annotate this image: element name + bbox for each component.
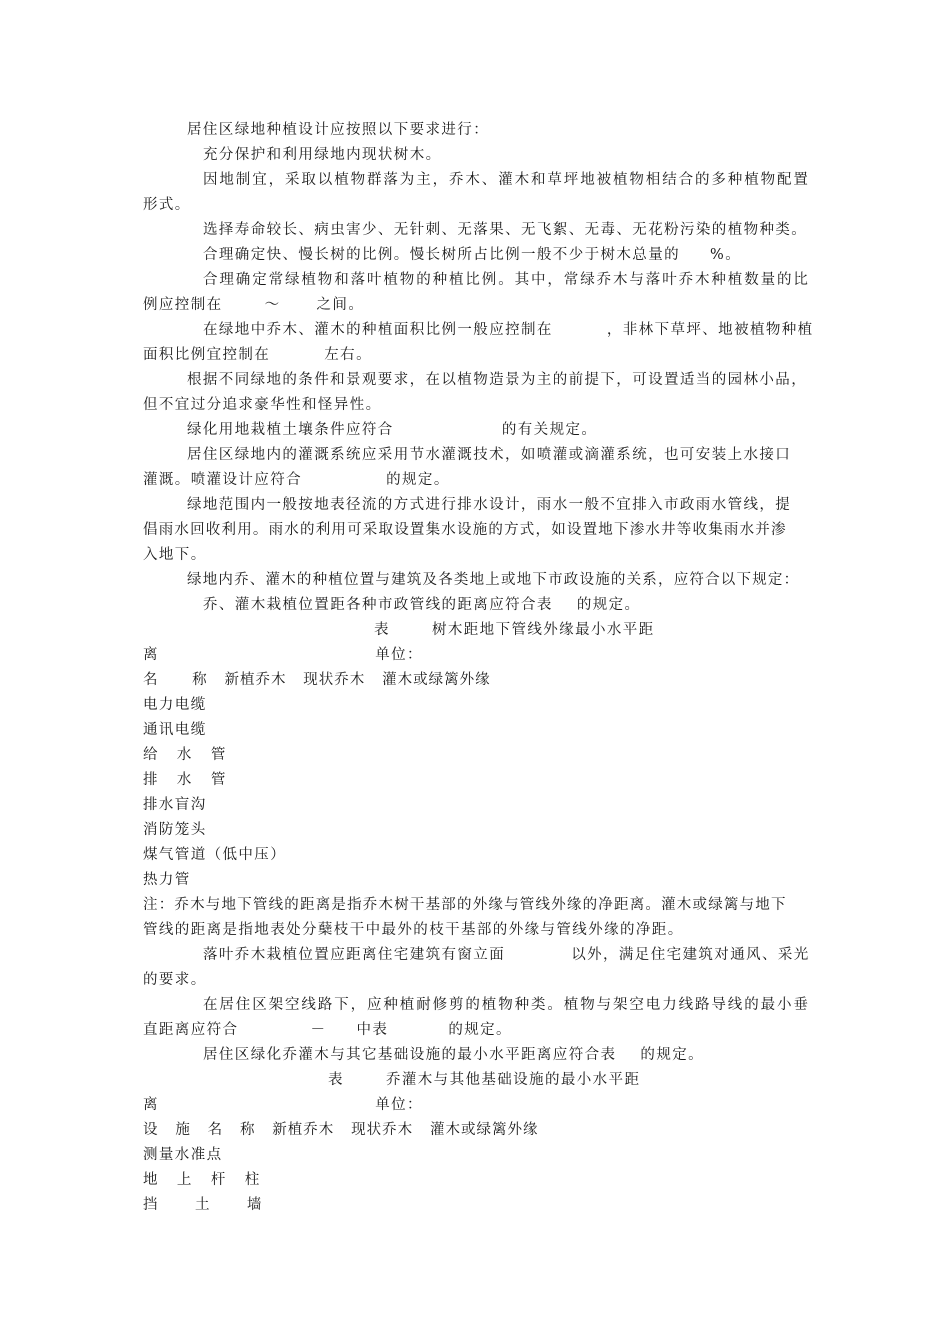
table-row-label: 热力管 <box>143 872 191 888</box>
table-header: 名 称 新植乔木 现状乔木 灌木或绿篱外缘 <box>143 672 491 688</box>
table-note: 管线的距离是指地表处分蘖枝干中最外的枝干基部的外缘与管线外缘的净距。 <box>143 922 684 938</box>
table-row-label: 给 水 管 <box>143 747 227 763</box>
text-line: 但不宜过分追求豪华性和怪异性。 <box>143 397 382 413</box>
table-unit-line: 离 单位： <box>143 647 423 663</box>
table-row-label: 测量水准点 <box>143 1147 223 1163</box>
table-row-label: 煤气管道（低中压） <box>143 847 287 863</box>
text-line: 充分保护和利用绿地内现状树木。 <box>203 147 442 163</box>
table-row-label: 地 上 杆 柱 <box>143 1172 261 1188</box>
text-line: 在居住区架空线路下，应种植耐修剪的植物种类。植物与架空电力线路导线的最小垂 <box>203 997 810 1013</box>
text-line: 落叶乔木栽植位置应距离住宅建筑有窗立面 以外，满足住宅建筑对通风、采光 <box>203 947 810 963</box>
text-line: 例应控制在 ～ 之间。 <box>143 297 365 313</box>
text-line: 的要求。 <box>143 972 207 988</box>
text-line: 合理确定常绿植物和落叶植物的种植比例。其中，常绿乔木与落叶乔木种植数量的比 <box>203 272 810 288</box>
text-line: 居住区绿化乔灌木与其它基础设施的最小水平距离应符合表 的规定。 <box>203 1047 705 1063</box>
table-unit-line: 离 单位： <box>143 1097 423 1113</box>
table-row-label: 消防笼头 <box>143 822 207 838</box>
text-line: 形式。 <box>143 197 191 213</box>
text-line: 居住区绿地内的灌溉系统应采用节水灌溉技术，如喷灌或滴灌系统，也可安装上水接口 <box>187 447 792 463</box>
table-row-label: 通讯电缆 <box>143 722 207 738</box>
text-line: 倡雨水回收利用。雨水的利用可采取设置集水设施的方式，如设置地下渗水井等收集雨水并渗 <box>143 522 787 538</box>
text-line: 居住区绿地种植设计应按照以下要求进行： <box>187 122 490 138</box>
text-line: 绿地内乔、灌木的种植位置与建筑及各类地上或地下市政设施的关系，应符合以下规定： <box>187 572 800 588</box>
text-line: 灌溉。喷灌设计应符合 的规定。 <box>143 472 450 488</box>
table-row-label: 排水盲沟 <box>143 797 207 813</box>
table-caption: 表 乔灌木与其他基础设施的最小水平距 <box>328 1072 641 1088</box>
text-line: 面积比例宜控制在 左右。 <box>143 347 372 363</box>
text-line: 因地制宜，采取以植物群落为主，乔木、灌木和草坪地被植物相结合的多种植物配置 <box>203 172 810 188</box>
text-line: 根据不同绿地的条件和景观要求，在以植物造景为主的前提下，可设置适当的园林小品， <box>187 372 808 388</box>
table-row-label: 电力电缆 <box>143 697 207 713</box>
text-line: 直距离应符合 － 中表 的规定。 <box>143 1022 512 1038</box>
text-line: 乔、灌木栽植位置距各种市政管线的距离应符合表 的规定。 <box>203 597 641 613</box>
text-line: 合理确定快、慢长树的比例。慢长树所占比例一般不少于树木总量的 %。 <box>203 247 742 263</box>
text-line: 绿地范围内一般按地表径流的方式进行排水设计，雨水一般不宜排入市政雨水管线，提 <box>187 497 792 513</box>
table-row-label: 排 水 管 <box>143 772 227 788</box>
text-line: 选择寿命较长、病虫害少、无针刺、无落果、无飞絮、无毒、无花粉污染的植物种类。 <box>203 222 808 238</box>
table-caption: 表 树木距地下管线外缘最小水平距 <box>374 622 655 638</box>
table-note: 注：乔木与地下管线的距离是指乔木树干基部的外缘与管线外缘的净距离。灌木或绿篱与地下 <box>143 897 787 913</box>
text-line: 绿化用地栽植土壤条件应符合 的有关规定。 <box>187 422 598 438</box>
table-row-label: 挡 土 墙 <box>143 1197 263 1213</box>
text-line: 在绿地中乔木、灌木的种植面积比例一般应控制在 ，非林下草坪、地被植物种植 <box>203 322 814 338</box>
text-line: 入地下。 <box>143 547 207 563</box>
table-header: 设 施 名 称 新植乔木 现状乔木 灌木或绿篱外缘 <box>143 1122 539 1138</box>
